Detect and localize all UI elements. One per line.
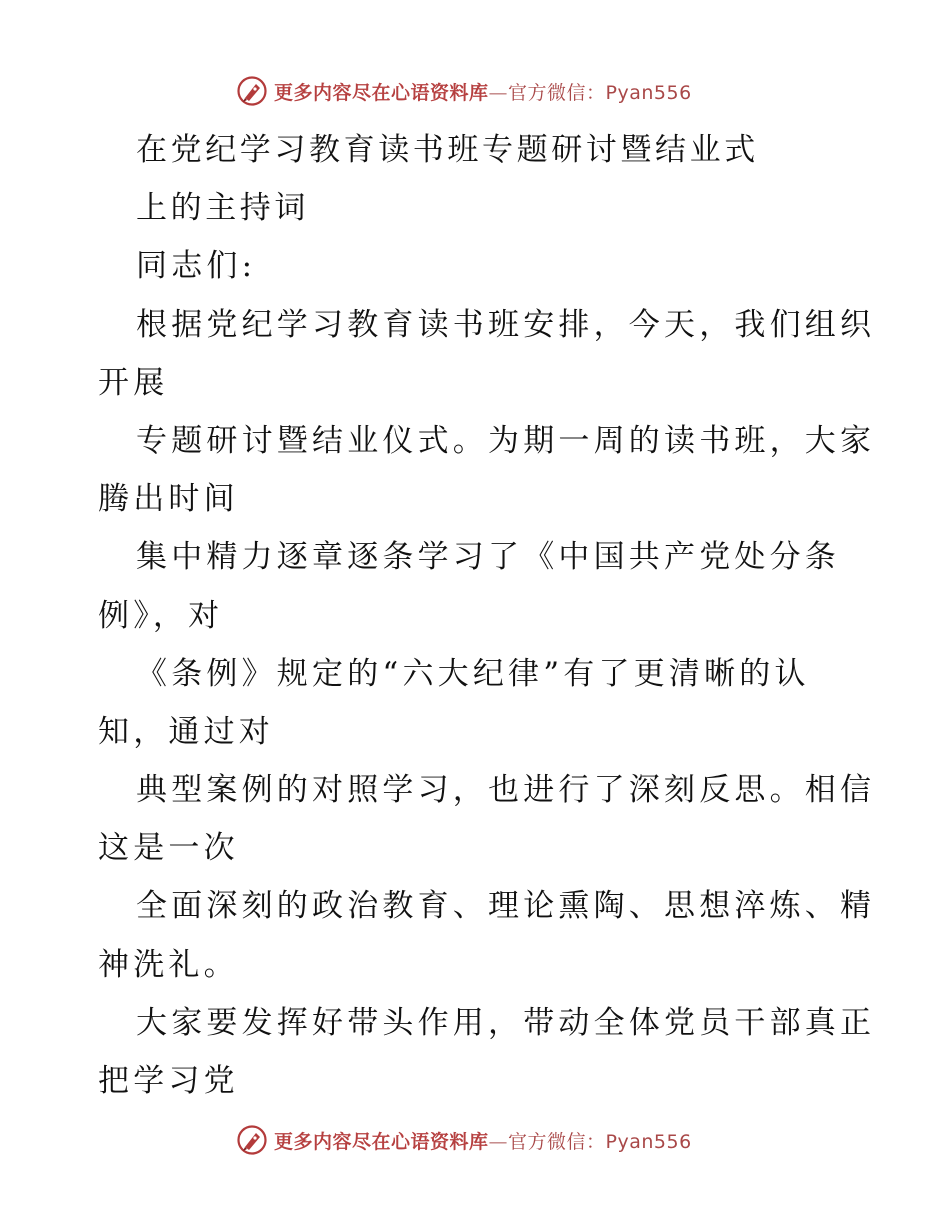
text-line: 典型案例的对照学习，也进行了深刻反思。相信	[136, 772, 876, 809]
watermark-text	[274, 78, 692, 105]
watermark-separator: —	[488, 1130, 509, 1153]
text-line: 腾出时间	[98, 481, 239, 518]
watermark-text	[274, 1127, 692, 1154]
text-line: 开展	[98, 364, 169, 401]
watermark-separator: —	[488, 81, 509, 104]
pen-nib-circle-icon	[236, 75, 268, 107]
watermark-brand: 更多内容尽在心语资料库	[274, 81, 489, 104]
text-line: 全面深刻的政治教育、理论熏陶、思想淬炼、精	[136, 888, 876, 925]
document-body	[98, 121, 876, 1110]
salutation: 同志们:	[136, 248, 257, 285]
watermark-tail: 官方微信：Pyan556	[508, 1130, 692, 1153]
text-line: 把学习党	[98, 1063, 239, 1099]
header-watermark	[236, 74, 692, 108]
pen-nib-circle-icon	[236, 1124, 268, 1156]
footer-watermark	[236, 1123, 692, 1157]
watermark-brand: 更多内容尽在心语资料库	[274, 1130, 489, 1153]
text-line: 神洗礼。	[98, 946, 239, 983]
document-title-line-2: 上的主持词	[136, 190, 309, 227]
watermark-tail: 官方微信：Pyan556	[508, 81, 692, 104]
document-title-line-1: 在党纪学习教育读书班专题研讨暨结业式	[136, 132, 759, 168]
text-line: 这是一次	[98, 830, 239, 867]
text-line: 知，通过对	[98, 713, 274, 750]
text-line: 《条例》规定的“六大纪律”有了更清晰的认	[136, 655, 810, 692]
text-line: 例》，对	[98, 597, 224, 634]
text-line: 集中精力逐章逐条学习了《中国共产党处分条	[136, 539, 840, 576]
text-line: 大家要发挥好带头作用，带动全体党员干部真正	[136, 1004, 876, 1041]
text-line: 专题研讨暨结业仪式。为期一周的读书班，大家	[136, 422, 876, 459]
text-line: 根据党纪学习教育读书班安排，今天，我们组织	[136, 306, 876, 343]
